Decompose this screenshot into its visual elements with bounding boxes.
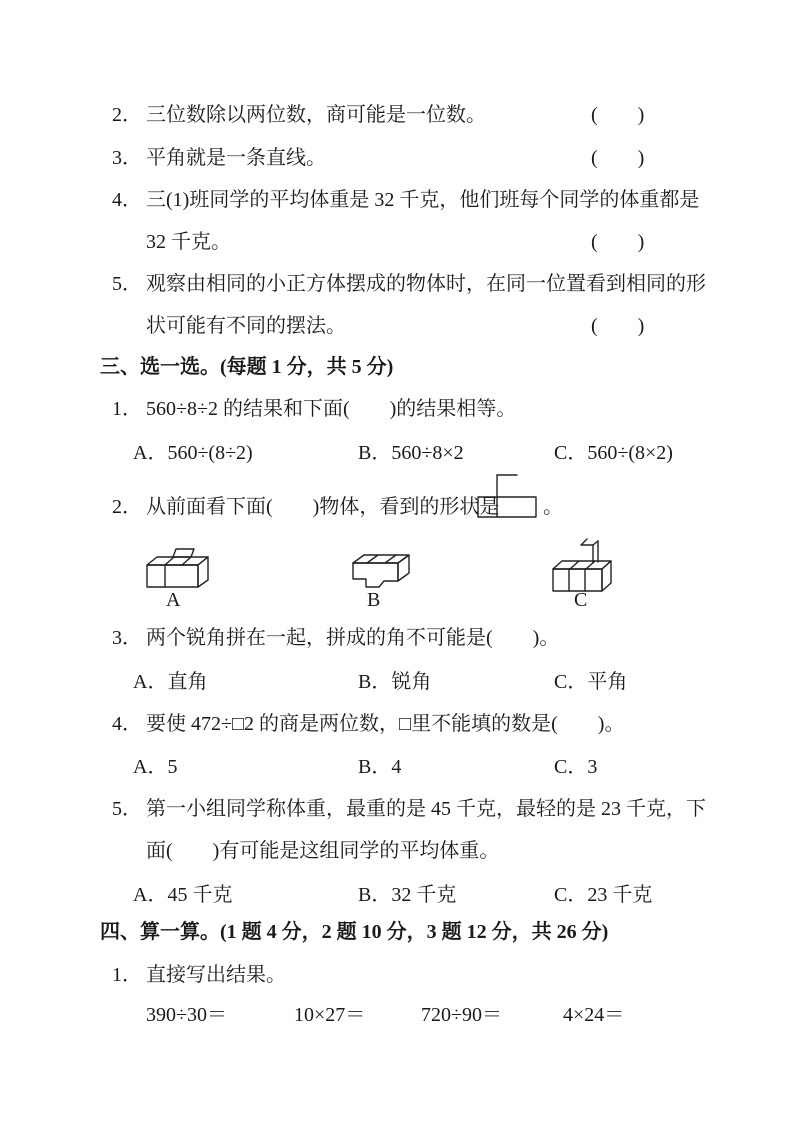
figure-label-a: A: [166, 589, 181, 611]
front-view-shape-figure: [476, 473, 540, 519]
question-text: 状可能有不同的摆法。: [146, 315, 346, 337]
choice-q5-options: [0, 881, 793, 909]
cube-figure-c: [551, 537, 613, 593]
section-four-header: 四、算一算。(1 题 4 分，2 题 10 分，3 题 12 分，共 26 分): [100, 921, 609, 943]
question-text: 要使 472÷□2 的商是两位数，□里不能填的数是( )。: [146, 713, 625, 735]
answer-blank: ( ): [591, 104, 645, 126]
answer-blank: ( ): [591, 315, 645, 337]
question-number: 2．: [112, 104, 142, 126]
question-text: 从前面看下面( )物体，看到的形状是: [146, 496, 500, 518]
choice-question-5: [112, 795, 706, 823]
question-text: 观察由相同的小正方体摆成的物体时，在同一位置看到相同的形: [146, 273, 706, 295]
expression-2: 10×27＝: [294, 1004, 366, 1026]
option-b: B．4: [358, 756, 402, 778]
judge-item-4-wrap: [146, 228, 231, 256]
question-number: 5．: [112, 798, 142, 820]
question-number: 1．: [112, 964, 142, 986]
question-text: 三位数除以两位数，商可能是一位数。: [146, 104, 486, 126]
question-text: 第一小组同学称体重，最重的是 45 千克，最轻的是 23 千克，下: [146, 798, 706, 820]
judge-item-4: [112, 186, 699, 214]
option-a: A．45 千克: [133, 884, 233, 906]
choice-question-5-wrap: [146, 837, 499, 865]
question-number: 3．: [112, 627, 142, 649]
option-c: C．23 千克: [554, 884, 653, 906]
option-b: B．32 千克: [358, 884, 457, 906]
section-three-header: 三、选一选。(每题 1 分，共 5 分): [100, 356, 394, 378]
judge-item-3: [112, 144, 326, 172]
judge-item-2: [112, 101, 486, 129]
question-text-period: 。: [543, 496, 563, 518]
question-text: 两个锐角拼在一起，拼成的角不可能是( )。: [146, 627, 560, 649]
figure-label-b: B: [367, 589, 381, 611]
option-a: A．560÷(8÷2): [133, 442, 253, 464]
option-c: C．3: [554, 756, 598, 778]
choice-question-4: [112, 710, 624, 738]
judge-item-5-wrap: [146, 312, 346, 340]
question-number: 3．: [112, 147, 142, 169]
question-number: 5．: [112, 273, 142, 295]
question-number: 1．: [112, 398, 142, 420]
figure-label-c: C: [574, 589, 588, 611]
expression-1: 390÷30＝: [146, 1004, 227, 1026]
choice-question-2: [112, 493, 499, 521]
option-a: A．5: [133, 756, 178, 778]
judge-item-5: [112, 270, 706, 298]
cube-figure-b: [349, 552, 413, 590]
option-c: C．560÷(8×2): [554, 442, 673, 464]
question-text: 560÷8÷2 的结果和下面( )的结果相等。: [146, 398, 517, 420]
choice-question-3: [112, 624, 559, 652]
question-number: 4．: [112, 713, 142, 735]
question-text: 三(1)班同学的平均体重是 32 千克，他们班每个同学的体重都是: [146, 189, 700, 211]
choice-q4-options: [0, 753, 793, 781]
option-c: C．平角: [554, 671, 628, 693]
expression-4: 4×24＝: [563, 1004, 625, 1026]
expression-3: 720÷90＝: [421, 1004, 502, 1026]
option-a: A．直角: [133, 671, 208, 693]
choice-q3-options: [0, 668, 793, 696]
choice-q1-options: [0, 439, 793, 467]
question-text: 直接写出结果。: [146, 964, 286, 986]
calc-expression-row: [0, 1001, 793, 1029]
question-text: 平角就是一条直线。: [146, 147, 326, 169]
calc-question-1: [112, 961, 286, 989]
question-number: 2．: [112, 496, 142, 518]
choice-question-1: [112, 395, 516, 423]
option-b: B．560÷8×2: [358, 442, 464, 464]
cube-figure-a: [146, 548, 212, 588]
answer-blank: ( ): [591, 147, 645, 169]
question-text: 面( )有可能是这组同学的平均体重。: [146, 840, 500, 862]
question-text: 32 千克。: [146, 231, 231, 253]
question-number: 4．: [112, 189, 142, 211]
option-b: B．锐角: [358, 671, 432, 693]
answer-blank: ( ): [591, 231, 645, 253]
